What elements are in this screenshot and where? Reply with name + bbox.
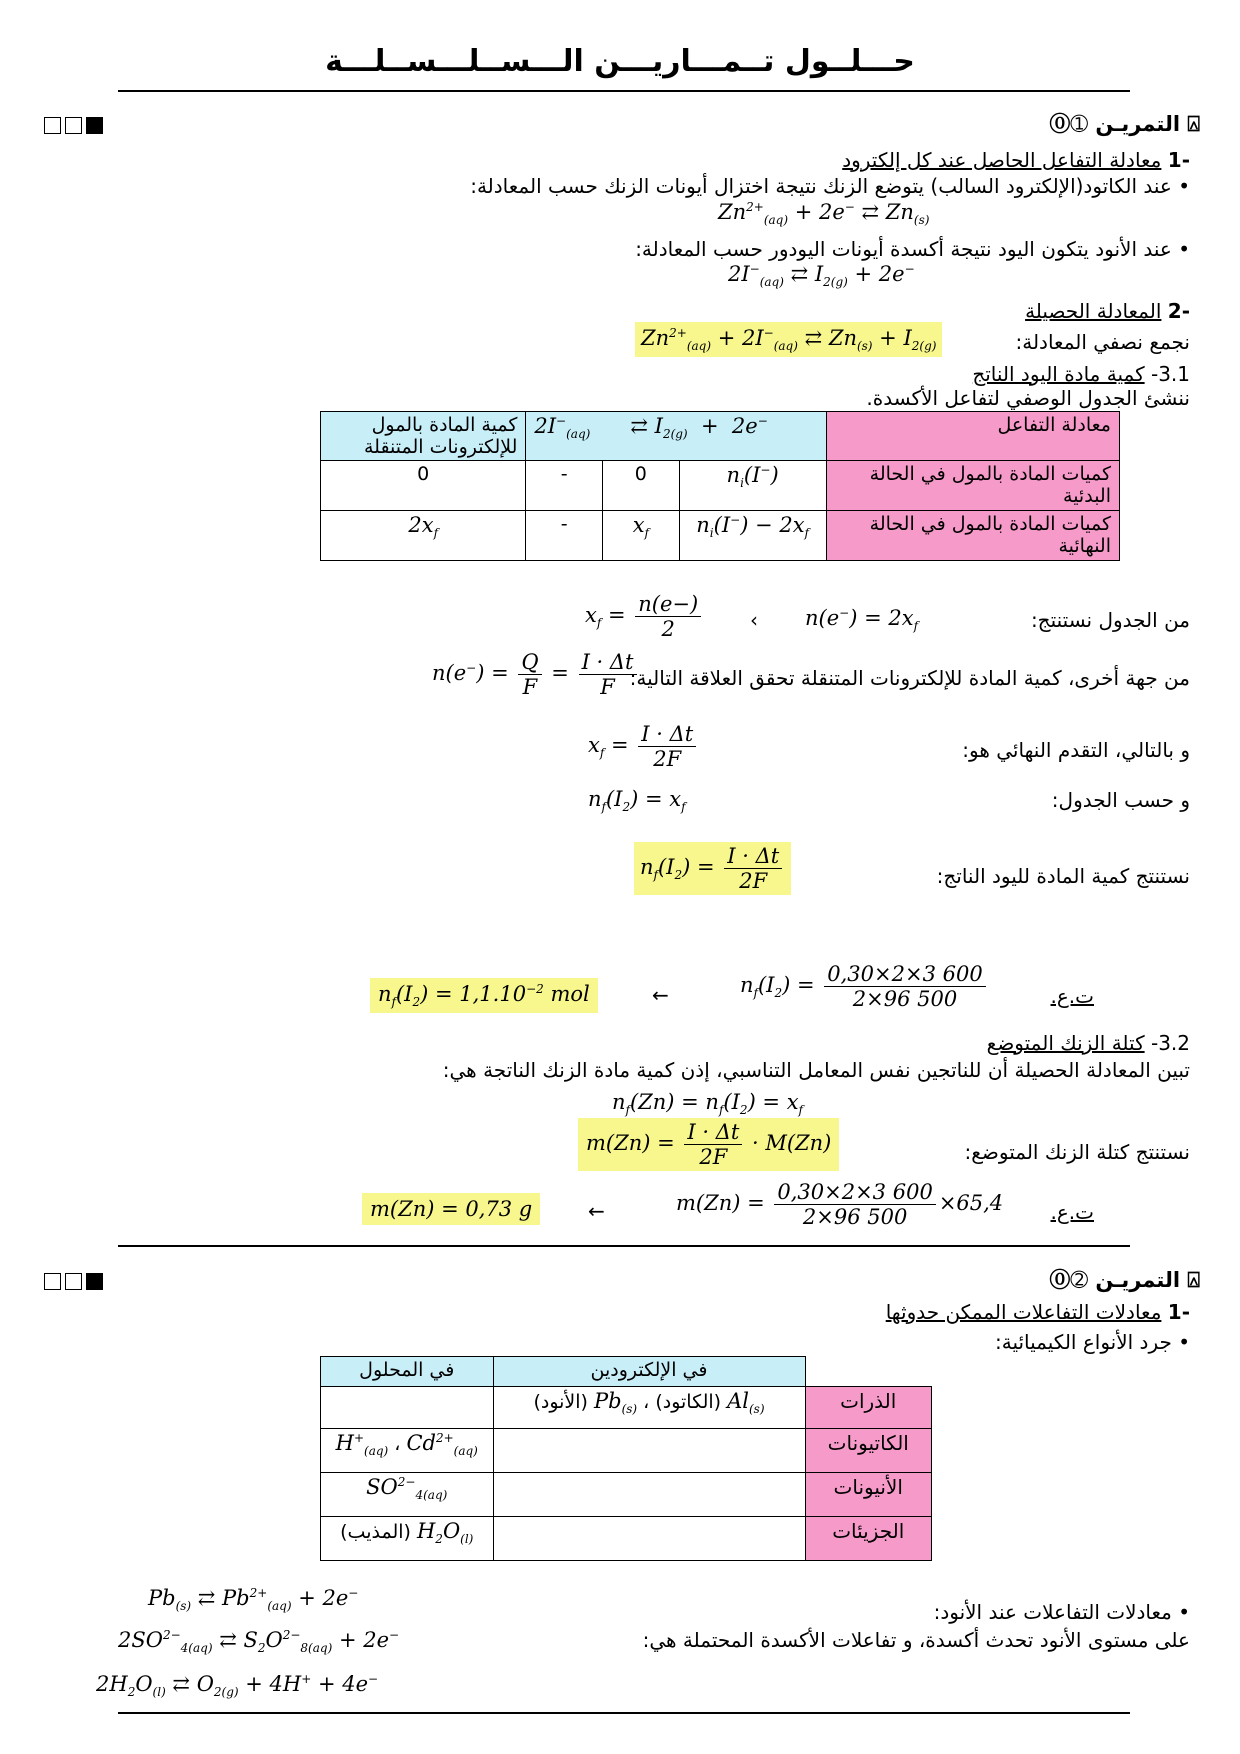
species-table: [320, 1356, 932, 1561]
question-3-2: 3.2- كتلة الزنك المتوضع: [986, 1031, 1190, 1055]
table-row-label: الجزيئات: [805, 1517, 932, 1561]
section-boxes: [44, 112, 107, 136]
table-cell: [493, 1429, 805, 1473]
anode-reactions-text: • معادلات التفاعلات عند الأنود:: [933, 1600, 1190, 1624]
table-cell: 0: [321, 461, 526, 511]
iodine-result: $n_f(I_2)$ = $\frac{I \cdot \Delta t}{2F}$: [634, 842, 791, 895]
table-header-electrodes: في الإلكترودين: [493, 1357, 805, 1387]
table-cell: $H_2O_{(l)}$ (المذيب): [321, 1517, 494, 1561]
table-cell: -: [526, 461, 603, 511]
numerical-application-1: $n_f(I_2)$ = $\frac{0,30\times 2\times 3 600}{2\times 96 500}$: [740, 962, 989, 1011]
table-cell: 0: [603, 461, 680, 511]
progress-table: [320, 411, 1120, 561]
table-row-label: الأنيونات: [805, 1473, 932, 1517]
table-cell: $2x_f$: [321, 511, 526, 561]
table-relation-eq: $n_f(I_2) = x_f$: [588, 787, 686, 815]
iodine-amount-result: $n_f(I_2) = 1,1.10^{-2}$ mol: [370, 978, 598, 1013]
arrow-icon: ←: [588, 1199, 605, 1223]
table-empty-corner: [805, 1357, 932, 1387]
pencil-icon: ⍓: [1187, 1268, 1200, 1292]
table-intro: ننشئ الجدول الوصفي لتفاعل الأكسدة.: [866, 386, 1190, 410]
anode-reactions-desc: على مستوى الأنود تحدث أكسدة، و تفاعلات الأكسدة المحتملة هي:: [642, 1628, 1190, 1652]
table-cell: [493, 1473, 805, 1517]
question-3-1: 3.1- كمية مادة اليود الناتج: [972, 362, 1190, 386]
table-cell: $Al_{(s)}$ (الكاتود) ، $Pb_{(s)}$ (الأنود): [493, 1387, 805, 1429]
anode-equation-3: $2H_2O_{(l)}$ ⇄ $O_{2(g)} + 4H^+ + 4e^-$: [96, 1672, 379, 1700]
table-cell: [321, 1387, 494, 1429]
arrow-icon: ←: [652, 983, 669, 1007]
table-row-final-label: كميات المادة بالمول في الحالة النهائية: [826, 511, 1119, 561]
page-title: حـــلــول تــمـــاريـــن الـــســلـــســلـــة: [325, 44, 915, 79]
final-advance-text: و بالتالي، التقدم النهائي هو:: [962, 738, 1190, 762]
zinc-text: تبين المعادلة الحصيلة أن للناتجين نفس المعامل التناسبي، إذن كمية مادة الزنك الناتجة هي:: [442, 1058, 1190, 1082]
table-header-electrons: كمية المادة بالمول للإلكترونات المتنقلة: [321, 412, 526, 461]
anode-equation: $2I^-_{(aq)}$ ⇄ $I_{2(g)} + 2e^-$: [728, 262, 915, 290]
table-header-solution: في المحلول: [321, 1357, 494, 1387]
table-header-reaction: معادلة التفاعل: [826, 412, 1119, 461]
divider: [118, 1245, 1130, 1247]
table-cell: $n_i(I^-) - 2x_f$: [679, 511, 826, 561]
other-text: من جهة أخرى، كمية المادة للإلكترونات المتنقلة تحقق العلاقة التالية:: [629, 666, 1190, 690]
divider: [118, 90, 1130, 92]
numerical-application-label: ت.ع.: [1050, 1200, 1094, 1224]
table-relation-text: و حسب الجدول:: [1051, 788, 1190, 812]
cathode-text: • عند الكاتود(الإلكترود السالب) يتوضع الزنك نتيجة اختزال أيونات الزنك حسب المعادلة:: [470, 174, 1190, 198]
cathode-equation: $Zn^{2+}_{(aq)} + 2e^-$ ⇄ $Zn_{(s)}$: [718, 200, 930, 228]
zinc-mass-result: m(Zn) = 0,73 g: [362, 1193, 540, 1225]
table-row-label: الكاتيونات: [805, 1429, 932, 1473]
divider: [118, 1712, 1130, 1714]
numerical-application-label: ت.ع.: [1050, 984, 1094, 1008]
exercise-1-heading: ⍓ التمريـن ➀⓪: [1049, 112, 1200, 136]
table-cell: $H^+_{(aq)}$ ، $Cd^{2+}_{(aq)}$: [321, 1429, 494, 1473]
question-1-2: -2 المعادلة الحصيلة: [1025, 299, 1190, 323]
final-advance-eq: $x_f$ = $\frac{I \cdot \Delta t}{2F}$: [588, 722, 699, 771]
mass-text: نستنتج كتلة الزنك المتوضع:: [964, 1140, 1190, 1164]
section-boxes: [44, 1268, 107, 1292]
exercise-2-heading: ⍓ التمريـن ➁⓪: [1049, 1268, 1200, 1292]
deduce-xf: $x_f$ = $\frac{n(e-)}{2}$: [585, 592, 704, 641]
anode-equation-1: $Pb_{(s)}$ ⇄ $Pb^{2+}_{(aq)} + 2e^-$: [148, 1586, 359, 1614]
sum-text: نجمع نصفي المعادلة:: [1015, 330, 1190, 354]
anode-equation-2: $2SO^{2-}_{4(aq)}$ ⇄ $S_2O^{2-}_{8(aq)} + 2e^-$: [118, 1628, 400, 1656]
sum-equation: $Zn^{2+}_{(aq)} + 2I^-_{(aq)}$ ⇄ $Zn_{(s)} + I_{2(g)}$: [635, 322, 942, 357]
numerical-application-2: m(Zn) = $\frac{0,30\times 2\times 3 600}{2\times 96 500}$ ×65,4: [676, 1180, 1004, 1229]
question-1-1: -1 معادلة التفاعل الحاصل عند كل إلكترود: [842, 148, 1190, 172]
table-cell: [493, 1517, 805, 1561]
table-cell: $n_i(I^-)$: [679, 461, 826, 511]
mass-formula: m(Zn) = $\frac{I \cdot \Delta t}{2F}$ · M(Zn): [578, 1118, 839, 1171]
zinc-equation: $n_f(Zn) = n_f(I_2) = x_f$: [612, 1090, 803, 1118]
table-cell: -: [526, 511, 603, 561]
inventory-text: • جرد الأنواع الكيميائية:: [994, 1330, 1190, 1354]
anode-text: • عند الأنود يتكون اليود نتيجة أكسدة أيونات اليودور حسب المعادلة:: [635, 237, 1190, 261]
deduce-text: من الجدول نستنتج:: [1030, 608, 1190, 632]
iodine-text: نستنتج كمية المادة لليود الناتج:: [936, 864, 1190, 888]
table-cell: $SO^{2-}_{4(aq)}$: [321, 1473, 494, 1517]
table-cell: $x_f$: [603, 511, 680, 561]
deduce-ne: $n(e^-) = 2x_f$: [805, 606, 919, 634]
pencil-icon: ⍓: [1187, 112, 1200, 136]
table-row-label: الذرات: [805, 1387, 932, 1429]
separator: ‹: [750, 608, 758, 632]
table-row-initial-label: كميات المادة بالمول في الحالة البدئية: [826, 461, 1119, 511]
charge-relation: n(e−) = $\frac{Q}{F}$ = $\frac{I \cdot \Delta t}{F}$: [432, 650, 640, 699]
table-header-equation: $2I^-_{(aq)}$ ⇄ $I_{2(g)} + 2e^-$: [526, 412, 826, 461]
question-2-1: -1 معادلات التفاعلات الممكن حدوثها: [885, 1300, 1190, 1324]
